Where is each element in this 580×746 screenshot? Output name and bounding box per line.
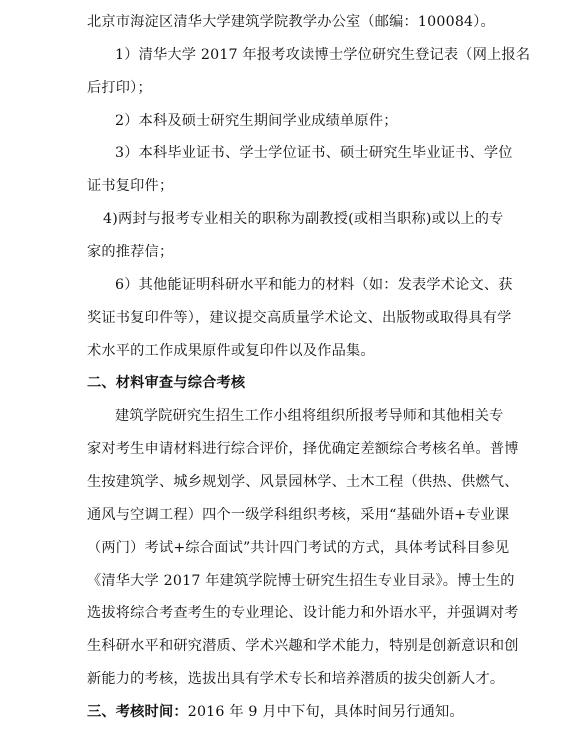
list-item-2: 2）本科及硕士研究生期间学业成绩单原件； bbox=[115, 113, 398, 129]
list-item-6-line-2: 奖证书复印件等），建议提交高质量学术论文、出版物或取得具有学 bbox=[87, 310, 512, 326]
paragraph-2-line-6: 《清华大学 2017 年建筑学院博士研究生招生专业目录》。博士生的 bbox=[87, 573, 515, 589]
paragraph-2-line-9: 新能力的考核，选拔出具有学术专长和培养潜质的拔尖创新人才。 bbox=[87, 671, 505, 687]
list-item-1-line-2: 后打印）； bbox=[87, 80, 152, 96]
paragraph-2-line-8: 生科研水平和研究潜质、学术兴趣和学术能力，特别是创新意识和创 bbox=[87, 638, 519, 654]
exam-time-text: 2016 年 9 月中下旬，具体时间另行通知。 bbox=[187, 704, 464, 720]
paragraph-2-line-3: 生按建筑学、城乡规划学、风景园林学、土木工程（供热、供燃气、 bbox=[87, 474, 519, 490]
paragraph-2-line-2: 家对考生申请材料进行综合评价，择优确定差额综合考核名单。普博 bbox=[87, 441, 519, 457]
list-item-6-line-3: 术水平的工作成果原件或复印件以及作品集。 bbox=[87, 343, 375, 359]
list-item-6-line-1: 6）其他能证明科研水平和能力的材料（如：发表学术论文、获 bbox=[115, 277, 513, 293]
list-item-1-line-1: 1）清华大学 2017 年报考攻读博士学位研究生登记表（网上报名 bbox=[115, 47, 531, 63]
paragraph-2-line-1: 建筑学院研究生招生工作小组将组织所报考导师和其他相关专 bbox=[115, 408, 504, 424]
paragraph-2-line-7: 选拔将综合考查考生的专业理论、设计能力和外语水平，并强调对考 bbox=[87, 605, 519, 621]
section-3-line bbox=[87, 702, 464, 722]
section-heading-3: 三、考核时间： bbox=[87, 704, 188, 720]
list-item-3-line-1: 3）本科毕业证书、学士学位证书、硕士研究生毕业证书、学位 bbox=[115, 145, 513, 161]
address-line: 北京市海淀区清华大学建筑学院教学办公室（邮编：100084）。 bbox=[87, 14, 495, 30]
paragraph-2-line-5: （两门）考试+综合面试”共计四门考试的方式，具体考试科目参见 bbox=[87, 540, 510, 556]
section-heading-2: 二、材料审查与综合考核 bbox=[87, 375, 246, 391]
list-item-4-line-2: 家的推荐信； bbox=[87, 244, 174, 260]
list-item-3-line-2: 证书复印件； bbox=[87, 178, 174, 194]
list-item-4-line-1: 4)两封与报考专业相关的职称为副教授(或相当职称)或以上的专 bbox=[103, 211, 504, 227]
paragraph-2-line-4: 通风与空调工程）四个一级学科组织考核，采用“基础外语+专业课 bbox=[87, 507, 510, 523]
